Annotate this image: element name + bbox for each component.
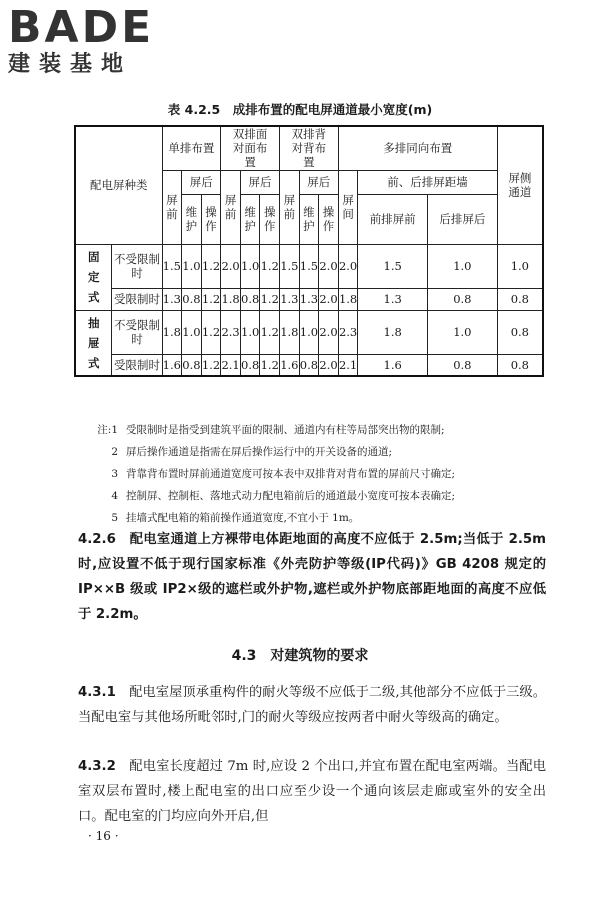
header-single-maint: 维护: [182, 194, 202, 244]
header-back-to-wall: 后排屏后: [428, 194, 498, 244]
cell: 0.8: [182, 288, 202, 310]
cell: 1.6: [162, 354, 182, 376]
header-face-rear: 屏后: [240, 170, 279, 194]
header-rows-to-wall: 前、后排屏距墙: [358, 170, 497, 194]
header-multi-row: 多排同向布置: [338, 126, 497, 170]
row-label: 受限制时: [112, 354, 162, 376]
cell: 1.0: [182, 244, 202, 288]
cell: 0.8: [428, 288, 498, 310]
header-single-rear: 屏后: [182, 170, 221, 194]
row-label: 不受限制时: [112, 310, 162, 354]
table-row: [75, 354, 543, 376]
header-front-to-wall: 前排屏前: [358, 194, 428, 244]
cell: 1.0: [428, 310, 498, 354]
cell: 0.8: [497, 354, 543, 376]
note-item: 4 控制屏、控制柜、落地式动力配电箱前后的通道最小宽度可按本表确定;: [111, 490, 456, 502]
cell: 1.2: [260, 310, 280, 354]
page-number: · 16 ·: [88, 829, 119, 843]
note-item: 5 挂墙式配电箱的箱前操作通道宽度,不宜小于 1m。: [111, 512, 360, 524]
cell: 0.8: [497, 288, 543, 310]
cell: 1.2: [201, 354, 221, 376]
cell: 1.0: [240, 310, 260, 354]
cell: 1.2: [201, 288, 221, 310]
header-double-back: 双排背对背布置: [280, 126, 339, 170]
table-notes: [78, 419, 558, 529]
cell: 1.8: [162, 310, 182, 354]
cell: 2.0: [319, 310, 339, 354]
cell: 1.8: [280, 310, 300, 354]
cell: 2.3: [338, 310, 358, 354]
cell: 1.2: [260, 288, 280, 310]
cell: 1.0: [299, 310, 319, 354]
brand-logo: [8, 2, 155, 78]
cell: 1.5: [280, 244, 300, 288]
clause-4-3-2: 4.3.2 配电室长度超过 7m 时,应设 2 个出口,并宜布置在配电室两端。当配电室双层布置时,楼上配电室的出口应至少设一个通向该层走廊或室外的安全出口。配电室的门均应向外开启,但: [78, 759, 547, 824]
cell: 1.2: [201, 244, 221, 288]
cell: 1.6: [280, 354, 300, 376]
cell: 1.6: [358, 354, 428, 376]
cell: 2.0: [338, 244, 358, 288]
cell: 1.0: [240, 244, 260, 288]
note-item: 2 屏后操作通道是指需在屏后操作运行中的开关设备的通道;: [111, 446, 393, 458]
cell: 1.2: [260, 244, 280, 288]
row-label: 不受限制时: [112, 244, 162, 288]
cell: 1.0: [497, 244, 543, 288]
cell: 2.0: [221, 244, 241, 288]
cell: 0.8: [428, 354, 498, 376]
cell: 2.1: [338, 354, 358, 376]
note-item: 注:1 受限制时是指受到建筑平面的限制、通道内有柱等局部突出物的限制;: [97, 424, 445, 436]
header-back-oper: 操作: [319, 194, 339, 244]
cell: 1.3: [280, 288, 300, 310]
cell: 0.8: [240, 288, 260, 310]
header-back-maint: 维护: [299, 194, 319, 244]
cell: 1.8: [338, 288, 358, 310]
cell: 1.3: [358, 288, 428, 310]
logo-wordmark: BADE: [8, 2, 155, 53]
table-title: 表 4.2.5 成排布置的配电屏通道最小宽度(m): [167, 102, 433, 117]
aisle-width-table: [74, 125, 544, 377]
group-drawer: 抽屉式: [75, 310, 112, 376]
cell: 1.8: [221, 288, 241, 310]
row-label: 受限制时: [112, 288, 162, 310]
clause-4-2-6: 4.2.6 配电室通道上方裸带电体距地面的高度不应低于 2.5m;当低于 2.5m 时,应设置不低于现行国家标准《外壳防护等级(IP代码)》GB 4208 规定的 IP××B 级或 IP2×级的遮栏或外护物,遮栏或外护物底部距地面的高度不应低于 2.2m。: [78, 532, 546, 622]
cell: 2.3: [221, 310, 241, 354]
cell: 0.8: [240, 354, 260, 376]
cell: 1.3: [299, 288, 319, 310]
header-face-front: 屏前: [221, 170, 241, 244]
cell: 1.0: [428, 244, 498, 288]
logo-subtitle: 建装基地: [8, 52, 133, 77]
group-fixed: 固定式: [75, 244, 112, 310]
table-row: [75, 288, 543, 310]
header-back-rear: 屏后: [299, 170, 338, 194]
header-single-front: 屏前: [162, 170, 182, 244]
header-single-oper: 操作: [201, 194, 221, 244]
header-face-maint: 维护: [240, 194, 260, 244]
section-heading: 4.3 对建筑物的要求: [231, 648, 369, 664]
cell: 2.0: [319, 288, 339, 310]
header-double-face: 双排面对面布置: [221, 126, 280, 170]
cell: 1.5: [358, 244, 428, 288]
cell: 1.2: [260, 354, 280, 376]
cell: 1.2: [201, 310, 221, 354]
cell: 1.5: [299, 244, 319, 288]
cell: 1.0: [182, 310, 202, 354]
header-back-front: 屏前: [280, 170, 300, 244]
cell: 1.5: [162, 244, 182, 288]
cell: 0.8: [497, 310, 543, 354]
table-row: [75, 310, 543, 354]
header-panel-type: 配电屏种类: [75, 126, 162, 244]
cell: 0.8: [299, 354, 319, 376]
table-row: [75, 244, 543, 288]
cell: 2.0: [319, 244, 339, 288]
header-face-oper: 操作: [260, 194, 280, 244]
cell: 1.8: [358, 310, 428, 354]
cell: 2.1: [221, 354, 241, 376]
header-between-panels: 屏间: [338, 170, 358, 244]
header-single-row: 单排布置: [162, 126, 221, 170]
header-side-aisle: 屏侧通道: [497, 126, 543, 244]
note-item: 3 背靠背布置时屏前通道宽度可按本表中双排背对背布置的屏前尺寸确定;: [111, 468, 456, 480]
cell: 2.0: [319, 354, 339, 376]
cell: 1.3: [162, 288, 182, 310]
cell: 0.8: [182, 354, 202, 376]
clause-4-3-1: 4.3.1 配电室屋顶承重构件的耐火等级不应低于二级,其他部分不应低于三级。当配电室与其他场所毗邻时,门的耐火等级应按两者中耐火等级高的确定。: [78, 685, 546, 725]
